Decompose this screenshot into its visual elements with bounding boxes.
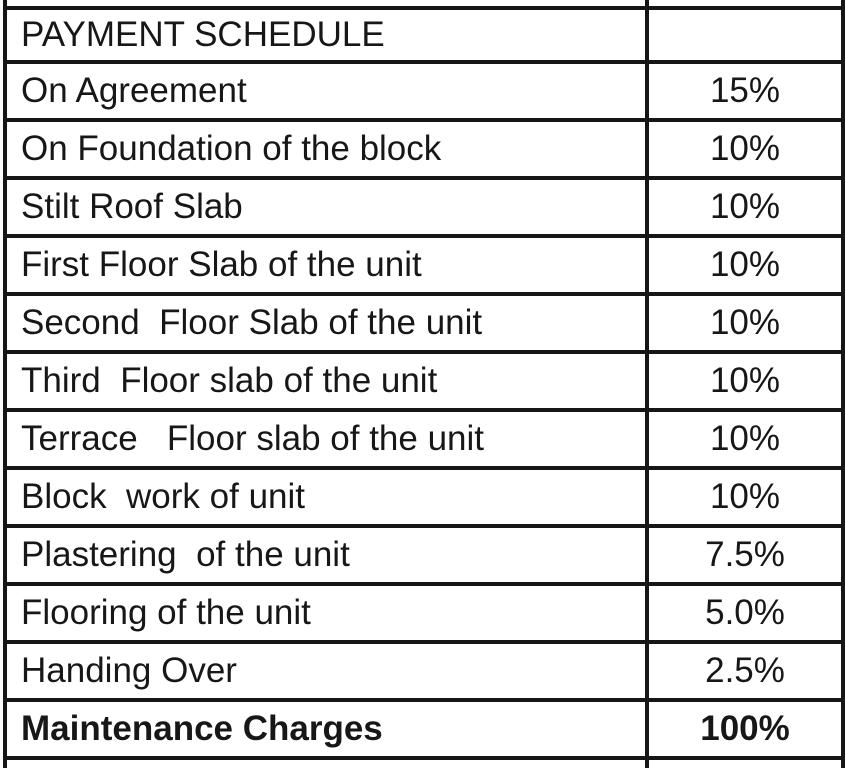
payment-schedule-table <box>3 0 845 768</box>
percentage-value: 10% <box>647 410 843 468</box>
table-row <box>5 352 843 410</box>
percentage-value: 10% <box>647 178 843 236</box>
percentage-value: 7.5% <box>647 526 843 584</box>
milestone-label: Stilt Roof Slab <box>5 178 647 236</box>
cropped-cell <box>5 0 647 8</box>
table-row <box>5 120 843 178</box>
percentage-value: 15% <box>647 62 843 120</box>
cropped-row-top <box>5 0 843 8</box>
total-value: 100% <box>647 700 843 758</box>
milestone-label: First Floor Slab of the unit <box>5 236 647 294</box>
table-row <box>5 62 843 120</box>
cropped-cell <box>647 0 843 8</box>
table-row <box>5 526 843 584</box>
percentage-value: 10% <box>647 236 843 294</box>
percentage-value: 10% <box>647 294 843 352</box>
cropped-row-bottom <box>5 758 843 768</box>
milestone-label: On Agreement <box>5 62 647 120</box>
milestone-label: Second Floor Slab of the unit <box>5 294 647 352</box>
milestone-label: Terrace Floor slab of the unit <box>5 410 647 468</box>
percentage-value: 10% <box>647 468 843 526</box>
cropped-cell <box>647 758 843 768</box>
table-row <box>5 294 843 352</box>
table-row <box>5 178 843 236</box>
percentage-value: 10% <box>647 352 843 410</box>
table-header-row <box>5 8 843 62</box>
milestone-label: Flooring of the unit <box>5 584 647 642</box>
milestone-label: Block work of unit <box>5 468 647 526</box>
table-row <box>5 468 843 526</box>
table-row <box>5 642 843 700</box>
percentage-value: 10% <box>647 120 843 178</box>
table-title-value <box>647 8 843 62</box>
table-row <box>5 410 843 468</box>
milestone-label: On Foundation of the block <box>5 120 647 178</box>
milestone-label: Handing Over <box>5 642 647 700</box>
percentage-value: 5.0% <box>647 584 843 642</box>
milestone-label: Third Floor slab of the unit <box>5 352 647 410</box>
table-total-row <box>5 700 843 758</box>
cropped-cell <box>5 758 647 768</box>
table-row <box>5 584 843 642</box>
table-row <box>5 236 843 294</box>
percentage-value: 2.5% <box>647 642 843 700</box>
total-label: Maintenance Charges <box>5 700 647 758</box>
table-title: PAYMENT SCHEDULE <box>5 8 647 62</box>
milestone-label: Plastering of the unit <box>5 526 647 584</box>
